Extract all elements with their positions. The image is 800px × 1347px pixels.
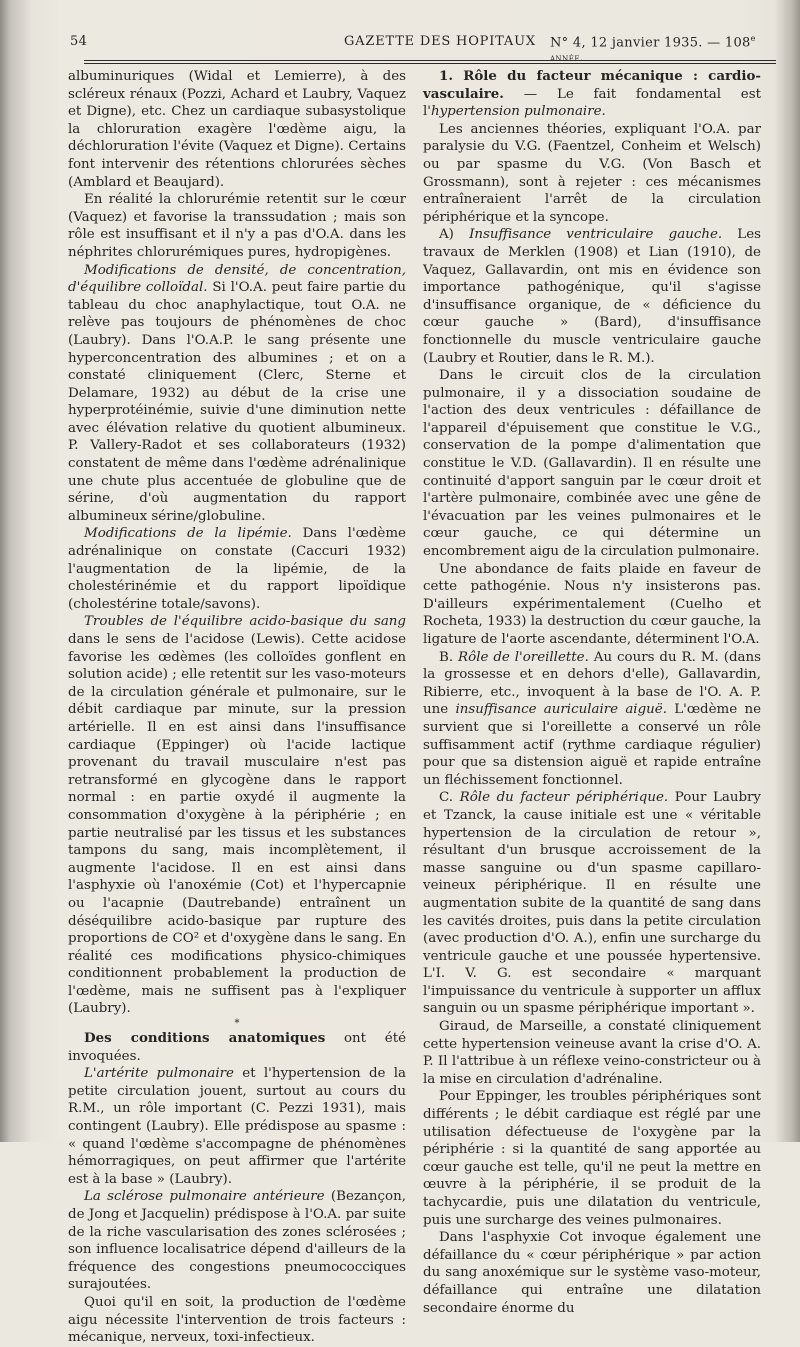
right-paragraph-a-heading: Insuffisance ventriculaire gauche. [469,227,723,243]
right-section-heading-title: 1. Rôle du facteur mécanique : cardio-vasculaire. [423,68,761,102]
left-paragraph-5-body: dans le sens de l'acidose (Lewis). Cette acidose favorise les œdèmes (les colloïdes gonflent en solution acide) ; elle retentit sur les vaso-moteurs de la circulation générale et pulmonaire, sur le débit cardiaque par minute, sur la pression artérielle. Il en est ainsi dans l'insuffisance cardiaque (Eppinger) où l'acide lactique provenant du travail musculaire n'est pas retransformé en glycogène dans le rapport normal : en partie oxydé il augmente la consommation d'oxygène à la périphérie ; en partie neutralisé par les tissus et les substances tampons du sang, mais incomplètement, il augmente l'acidose. Il en est ainsi dans l'asphyxie où l'anoxémie (Cot) et l'hypercapnie ou l'acapnie (Dautrebande) entraînent un déséquilibre acido-basique par rupture des proportions de CO² et d'oxygène dans le sang. En réalité ces modifications physico-chimiques conditionnent probablement la production de l'œdème, mais ne suffisent pas à l'expliquer (Laubry). [68,632,406,1017]
left-paragraph-9: Quoi qu'il en soit, la production de l'œdème aigu nécessite l'intervention de trois facteurs : mécanique, nerveux, toxi-infectieux. [68,1294,406,1346]
right-section-heading [423,68,761,121]
left-paragraph-2: En réalité la chlorurémie retentit sur le cœur (Vaquez) et favorise la transsudation ; mais son rôle est insuffisant et il n'y a pas d'O.A. dans les néphrites chlorurémiques pures, hydropigènes. [68,192,406,260]
left-paragraph-5 [68,613,406,1018]
left-paragraph-8-body: (Bezançon, de Jong et Jacquelin) prédispose à l'O.A. par suite de la riche vascularisation des zones sclérosées ; son influence localisatrice dépend d'ailleurs de la fréquence des congestions pneumococciques surajoutées. [68,1189,406,1293]
right-paragraph-1: Les anciennes théories, expliquant l'O.A. par paralysie du V.G. (Faentzel, Conheim et Welsch) ou par spasme du V.G. (Von Basch et Grossmann), sont à rejeter : ces mécanismes entraîneraient l'arrêt de la circulation périphérique et la syncope. [423,121,761,225]
issue-year-word: année. [550,53,584,65]
right-paragraph-b-italic: insuffisance auriculaire aiguë. [455,702,667,718]
left-paragraph-4-heading: Modifications de la lipémie. [84,526,292,542]
right-paragraph-2: Dans le circuit clos de la circulation pulmonaire, il y a dissociation soudaine de l'action des deux ventricules : défaillance de l'appareil d'épuisement que constitue le V.G., conservation de la pompe d'alimentation que constitue le V.D. (Gallavardin). Il en résulte une continuité d'apport sanguin par le cœur droit et l'artère pulmonaire, combinée avec une gêne de l'évacuation par les veines pulmonaires et le cœur gauche, ce qui détermine un encombrement aigu de la circulation pulmonaire. [423,368,761,560]
left-column [68,68,407,1346]
right-column [423,68,761,1316]
right-paragraph-6: Dans l'asphyxie Cot invoque également une défaillance du « cœur périphérique » par action du sang anoxémique sur le système vaso-moteur, défaillance qui entraîne une dilatation secondaire énorme du [423,1230,761,1316]
right-paragraph-4: Giraud, de Marseille, a constaté cliniquement cette hypertension veineuse avant la crise d'O. A. P. Il l'attribue à un réflexe veino-constricteur ou à la mise en circulation d'adrénaline. [423,1019,761,1087]
left-paragraph-4 [68,525,406,613]
left-paragraph-7-heading: L'artérite pulmonaire [84,1066,234,1082]
left-paragraph-3-heading: Modifications de densité, de concentration, d'équilibre colloïdal. [68,262,406,296]
left-paragraph-4-body: Dans l'œdème adrénalinique on constate (Caccuri 1932) l'augmentation de la lipémie, de la cholestérinémie et du rapport lipoïdique (cholestérine totale/savons). [68,526,406,612]
right-paragraph-b [423,649,761,790]
right-paragraph-c-body: Pour Laubry et Tzanck, la cause initiale est une « véritable hypertension de la circulation de retour », résultant d'un brusque accroissement de la masse sanguine ou d'un spasme capillaro-veineux périphérique. Il en résulte une augmentation subite de la quantité de sang dans les cavités droites, puis dans la petite circulation (avec production d'O. A.), enfin une surcharge du ventricule gauche et une poussée hypertensive. L'I. V. G. est secondaire « marquant l'impuissance du ventricule à supporter un afflux sanguin ou un spasme périphérique important ». [423,790,761,1017]
right-paragraph-5: Pour Eppinger, les troubles périphériques sont différents ; le débit cardiaque est réglé par une utilisation défectueuse de l'oxygène par la périphérie : si la quantité de sang apportée au cœur gauche est telle, qu'il ne peut la mettre en œuvre à la périphérie, il se produit de la tachycardie, puis une dilatation du ventricule, puis une surcharge des veines pulmonaires. [423,1089,761,1228]
right-paragraph-c-label: C. [439,790,460,806]
left-paragraph-7-body: et l'hypertension de la petite circulation jouent, surtout au cours du R.M., un rôle important (C. Pezzi 1931), mais contingent (Laubry). Elle prédispose au spasme : « quand l'œdème s'accompagne de phénomènes hémorragiques, on peut affirmer que l'artérite est à la base » (Laubry). [68,1066,407,1187]
left-paragraph-3-body: Si l'O.A. peut faire partie du tableau du choc anaphylactique, tout O.A. ne relève pas toujours de phénomènes de choc (Laubry). Dans l'O.A.P. le sang présente une hyperconcentration des albumines ; et on a constaté cliniquement (Clerc, Sterne et Delamare, 1932) au début de la crise une hyperprotéinémie, suivie d'une diminution nette avec élévation relative du quotient albumineux. P. Vallery-Radot et ses collaborateurs (1932) constatent de même dans l'œdème adrénalinique une chute plus accentuée de globuline que de sérine, d'où augmentation du rapport albumineux sérine/globuline. [68,280,407,524]
right-paragraph-a-body: Les travaux de Merklen (1908) et Lian (1910), de Vaquez, Gallavardin, ont mis en évidence son importance pathogénique, qu'il s'agisse d'insuffisance organique, de « déficience du cœur gauche » (Bard), d'insuffisance fonctionnelle du muscle ventriculaire gauche (Laubry et Routier, dans le R. M.). [423,227,761,366]
page-header [68,34,780,65]
issue-date: N° 4, 12 janvier 1935. — 108 [550,35,751,51]
right-paragraph-b-heading: Rôle de l'oreillette. [458,649,589,665]
left-paragraph-6-body: ont été invoquées. [68,1031,406,1064]
left-paragraph-8-heading: La sclérose pulmonaire antérieure [84,1189,325,1205]
left-paragraph-7 [68,1065,406,1188]
left-paragraph-1: albuminuriques (Widal et Lemierre), à des scléreux rénaux (Pozzi, Achard et Laubry, Vaquez et Digne), etc. Chez un cardiaque subasystolique la chloruration exagère l'œdème aigu, la déchloruration l'évite (Vaquez et Digne). Certains font intervenir des rétentions chlorurées sèches (Amblard et Beaujard). [68,69,406,190]
right-section-heading-italic: hypertension pulmonaire. [430,104,606,120]
right-paragraph-c [423,789,761,1018]
left-paragraph-6-heading: Des conditions anatomiques [84,1030,326,1047]
right-paragraph-b-body: Au cours du R. M. (dans la grossesse et en dehors d'elle), Gallavardin, Ribierre, etc., invoquent à la base de l'O. A. P. une [423,649,761,718]
left-paragraph-6 [68,1030,406,1065]
right-paragraph-c-heading: Rôle du facteur périphérique. [459,790,669,806]
right-paragraph-b-body-2: L'œdème ne survient que si l'oreillette a conservé un rôle suffisamment actif (rythme cardiaque régulier) pour que sa distension aiguë et rapide entraîne un fléchissement fonctionnel. [423,702,761,788]
right-paragraph-b-label: B. [439,649,459,665]
page-number: 54 [70,34,88,49]
left-paragraph-8 [68,1188,406,1294]
right-paragraph-3: Une abondance de faits plaide en faveur de cette pathogénie. Nous n'y insisterons pas. D'ailleurs expérimentalement (Cuelho et Rocheta, 1933) la destruction du cœur gauche, la ligature de l'aorte ascendante, déterminent l'O.A. [423,561,761,647]
left-paragraph-3 [68,262,406,526]
right-paragraph-a [423,226,761,367]
right-section-heading-text: — Le fait fondamental est l' [423,86,761,120]
issue-superscript: e [750,34,756,43]
section-separator: * [234,1018,240,1030]
header-rule [84,60,776,64]
left-paragraph-5-heading: Troubles de l'équilibre acido-basique du sang [84,614,406,630]
right-paragraph-a-label: A) [439,227,470,243]
journal-title: GAZETTE DES HOPITAUX [344,34,536,49]
